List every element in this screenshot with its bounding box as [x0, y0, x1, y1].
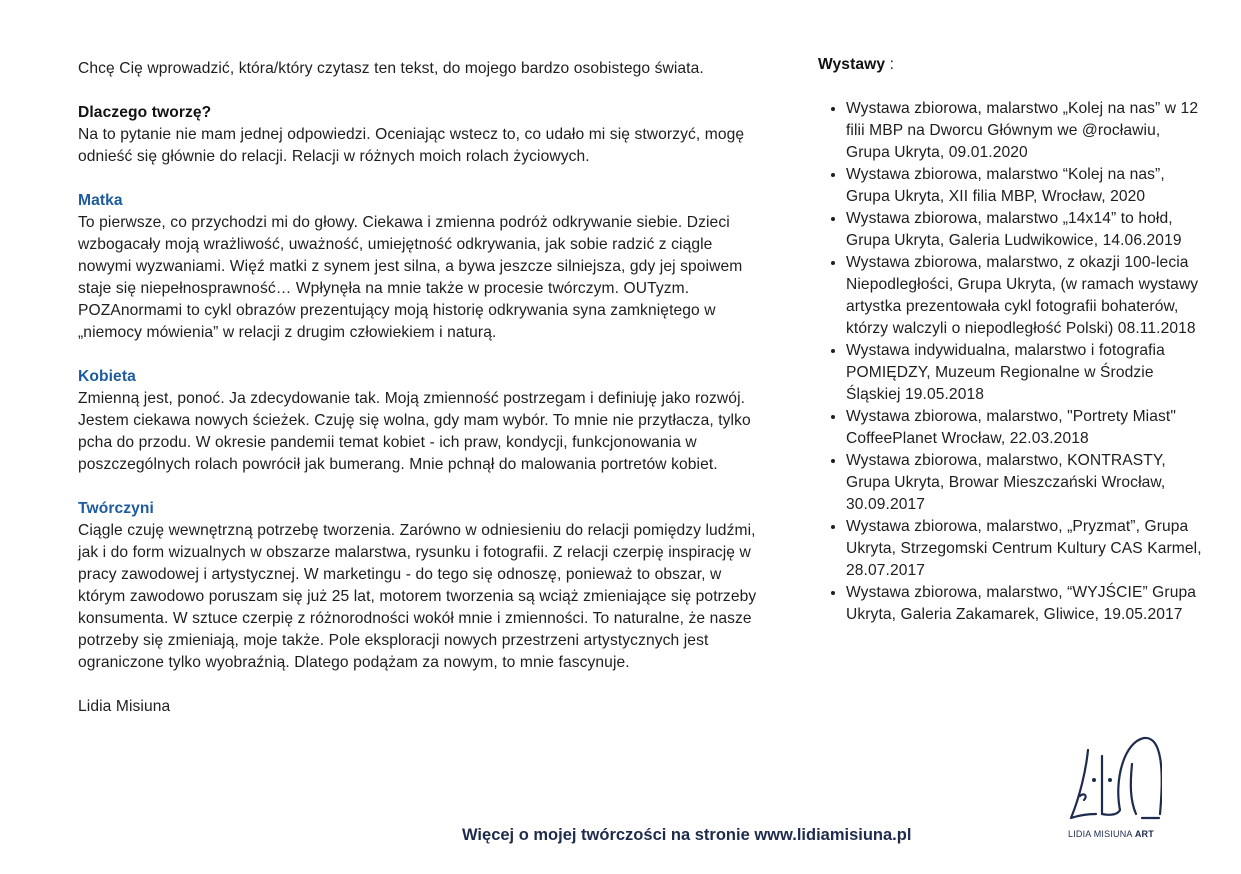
exhibition-item: • Wystawa zbiorowa, malarstwo „Kolej na nas” w 12 filii MBP na Dworcu Głównym we @rocławiu, Grupa Ukryta, 09.01.2020 — [846, 98, 1203, 164]
exhibition-item: • Wystawa zbiorowa, malarstwo “Kolej na nas”, Grupa Ukryta, XII filia MBP, Wrocław, 2020 — [846, 164, 1203, 208]
biography-column — [78, 58, 768, 718]
creator-paragraph: Ciągle czuję wewnętrzną potrzebę tworzenia. Zarówno w odniesieniu do relacji pomiędzy ludźmi, jak i do form wizualnych w obszarze malarstwa, rysunku i fotografii. Z relacji czerpię inspirację w pracy zawodowej i artystycznej. W marketingu - do tego się odnoszę, ponieważ to obszar, w którym zawodowo poruszam się już 25 lat, motorem tworzenia są wciąż zmieniające się potrzeby konsumenta. W sztuce czerpię z różnorodności wokół mnie i zmienności. To naturalne, że nasze potrzeby się zmieniają, moje także. Pole eksploracji nowych przestrzeni artystycznych jest ograniczone tylko wyobraźnią. Dlatego podążam za nowym, to mnie fascynuje. — [78, 522, 757, 671]
exhibition-item: • Wystawa zbiorowa, malarstwo, KONTRASTY, Grupa Ukryta, Browar Mieszczański Wrocław, 30.09.2017 — [846, 450, 1203, 516]
exhibitions-column — [818, 54, 1203, 626]
exhibition-item: • Wystawa zbiorowa, malarstwo, “WYJŚCIE” Grupa Ukryta, Galeria Zakamarek, Gliwice, 19.05.2017 — [846, 582, 1203, 626]
exhibition-item: • Wystawa zbiorowa, malarstwo „14x14” to hołd, Grupa Ukryta, Galeria Ludwikowice, 14.06.2019 — [846, 208, 1203, 252]
exhibitions-list — [818, 98, 1203, 626]
mother-paragraph: To pierwsze, co przychodzi mi do głowy. Ciekawa i zmienna podróż odkrywanie siebie. Dzieci wzbogacały moją wrażliwość, uważność, umiejętność odkrywania, jak sobie radzić z ciągle nowymi wyzwaniami. Więź matki z synem jest silna, a bywa jeszcze silniejsza, gdy jej spoiwem staje się niepełnosprawność… Wpłynęła na mnie także w procesie twórczym. OUTyzm. POZAnormami to cykl obrazów prezentujący moją historię odkrywania syna zamkniętego w „niemocy mówienia” w relacji z drugim człowiekiem i naturą. — [78, 214, 743, 341]
website-footer: Więcej o mojej twórczości na stronie www.lidiamisiuna.pl — [462, 826, 912, 844]
signature: Lidia Misiuna — [78, 698, 171, 715]
why-heading: Dlaczego tworzę? — [78, 104, 212, 121]
woman-heading: Kobieta — [78, 368, 136, 385]
logo-caption: LIDIA MISIUNA ART — [1068, 829, 1154, 839]
signature-logo-icon — [1066, 734, 1162, 824]
woman-paragraph: Zmienną jest, ponoć. Ja zdecydowanie tak. Moją zmienność postrzegam i definiuję jako rozwój. Jestem ciekawa nowych ścieżek. Czuję się wolna, gdy mam wybór. To mnie nie przytłacza, tylko pcha do przodu. W okresie pandemii temat kobiet - ich praw, kondycji, funkcjonowania w poszczególnych rolach powrócił jak bumerang. Mnie pchnął do malowania portretów kobiet. — [78, 390, 751, 473]
exhibition-item: • Wystawa zbiorowa, malarstwo, z okazji 100-lecia Niepodległości, Grupa Ukryta, (w ramach wystawy artystka prezentowała cykl fotografii bohaterów, którzy walczyli o niepodległość Polski) 08.11.2018 — [846, 252, 1203, 340]
creator-heading: Twórczyni — [78, 500, 154, 517]
intro-paragraph: Chcę Cię wprowadzić, która/który czytasz ten tekst, do mojego bardzo osobistego świata. — [78, 60, 704, 77]
mother-heading: Matka — [78, 192, 123, 209]
brand-logo — [1064, 734, 1164, 842]
exhibition-item: • Wystawa zbiorowa, malarstwo, „Pryzmat”, Grupa Ukryta, Strzegomski Centrum Kultury CAS Karmel, 28.07.2017 — [846, 516, 1203, 582]
exhibition-item: • Wystawa indywidualna, malarstwo i fotografia POMIĘDZY, Muzeum Regionalne w Środzie Śląskiej 19.05.2018 — [846, 340, 1203, 406]
exhibitions-heading: Wystawy : — [818, 56, 895, 73]
exhibition-item: • Wystawa zbiorowa, malarstwo, "Portrety Miast" CoffeePlanet Wrocław, 22.03.2018 — [846, 406, 1203, 450]
why-paragraph: Na to pytanie nie mam jednej odpowiedzi. Oceniając wstecz to, co udało mi się stworzyć, mogę odnieść się głównie do relacji. Relacji w różnych moich rolach życiowych. — [78, 126, 745, 165]
